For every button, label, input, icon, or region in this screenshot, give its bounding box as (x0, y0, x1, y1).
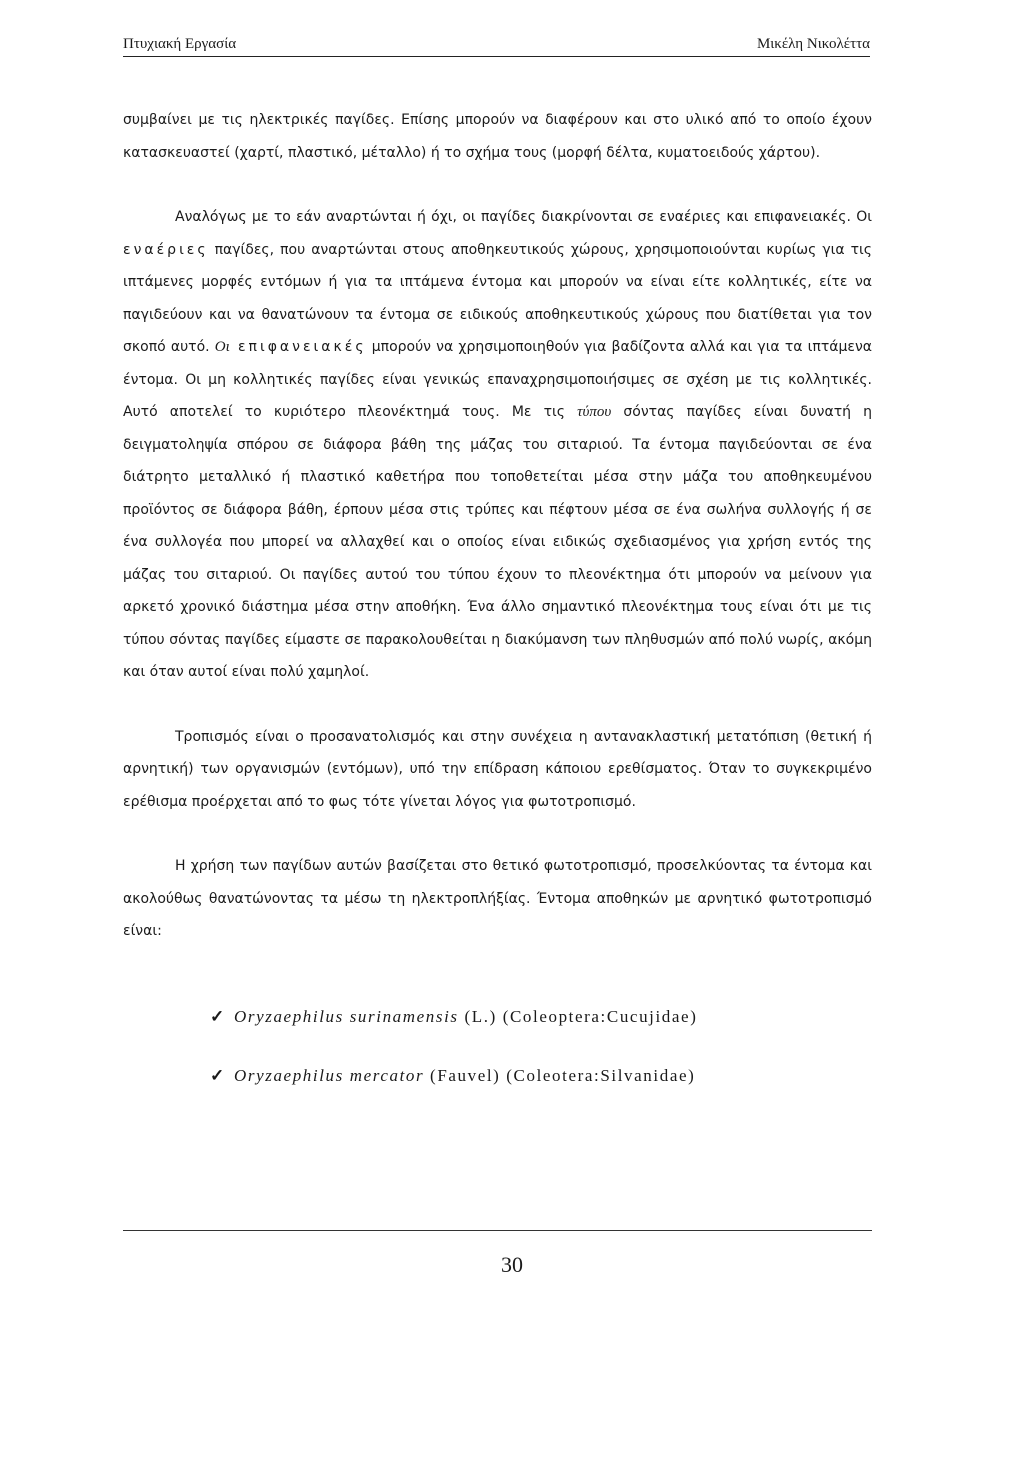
species-name: Oryzaephilus surinamensis (234, 1006, 459, 1026)
italic-typou: τύπου (577, 404, 612, 420)
paragraph-2-text-a: Αναλόγως με το εάν αναρτώνται ή όχι, οι παγίδες διακρίνονται σε εναέριες και επιφανειακές. Οι (175, 209, 872, 225)
page-body (123, 104, 872, 1091)
species-item-1 (210, 1002, 870, 1032)
paragraph-2-text-f: μπορούν να χρησιμοποιηθούν για βαδίζοντα αλλά και για τα ιπτάμενα έντομα. Οι μη κολλητικές παγίδες είναι γενικώς επαναχρησιμοποιήσιμες σε σχέση με τις κολλητικές. Αυτό αποτελεί το κυριότερο πλεονέκτημά τους. Με τις (123, 339, 872, 420)
species-classification: (Fauvel) (Coleotera:Silvanidae) (424, 1065, 696, 1085)
paragraph-4: Η χρήση των παγίδων αυτών βασίζεται στο θετικό φωτοτροπισμό, προσελκύοντας τα έντομα και ακολούθως θανατώνοντας τα μέσω τη ηλεκτροπλήξίας. Έντομα αποθηκών με αρνητικό φωτοτροπισμό είναι: (123, 858, 872, 939)
paragraph-1: συμβαίνει με τις ηλεκτρικές παγίδες. Επίσης μπορούν να διαφέρουν και στο υλικό από το οποίο έχουν κατασκευαστεί (χαρτί, πλαστικό, μέταλλο) ή το σχήμα τους (μορφή δέλτα, κυματοειδούς χάρτου). (123, 112, 872, 161)
check-icon: ✓ (210, 1006, 226, 1026)
paragraph-2-text-h: σόντας παγίδες είναι δυνατή η δειγματοληψία σπόρου σε διάφορα βάθη της μάζας του σιταριού. Τα έντομα παγιδεύονται σε ένα διάτρητο μεταλλικό ή πλαστικό καθετήρα που τοποθετείται μέσα στην μάζα του αποθηκευμένου προϊόντος σε διάφορα βάθη, έρπουν μέσα στις τρύπες και πέφτουν μέσα σε ένα σωλήνα συλλογής ή σε ένα συλλογέα που μπορεί να αλλαχθεί και ο οποίος είναι ειδικώς σχεδιασμένος για χρήση εντός της μάζας του σιταριού. Οι παγίδες αυτού του τύπου έχουν το πλεονέκτημα ότι μπορούν να μείνουν για αρκετό χρονικό διάστημα μέσα στην αποθήκη. Ένα άλλο σημαντικό πλεονέκτημα τους είναι ότι με τις τύπου σόντας παγίδες είμαστε σε παρακολουθείται η διακύμανση των πληθυσμών από πολύ νωρίς, ακόμη και όταν αυτοί είναι πολύ χαμηλοί. (123, 404, 872, 680)
paragraph-2 (123, 201, 872, 689)
paragraph-2-text-c: παγίδες, που αναρτώνται στους αποθηκευτικούς χώρους, χρησιμοποιούνται κυρίως για τις ιπτάμενες μορφές εντόμων ή για τα ιπτάμενα έντομα και μπορούν να είναι είτε κολλητικές, είτε να παγιδεύουν και να θανατώνουν τα έντομα σε ειδικούς αποθηκευτικούς χώρους που διατίθεται για τον σκοπό αυτό. (123, 241, 872, 355)
species-name: Oryzaephilus mercator (234, 1065, 425, 1085)
italic-oi: Οι (214, 339, 230, 355)
species-classification: (L.) (Coleoptera:Cucujidae) (458, 1006, 698, 1026)
page-header (123, 36, 870, 57)
spaced-term-enaeries: εναέριες (123, 241, 209, 258)
spaced-term-epifaneiakes: επιφανειακές (229, 339, 367, 355)
header-title: Πτυχιακή Εργασία (123, 36, 237, 52)
check-icon: ✓ (210, 1065, 226, 1085)
page-number: 30 (501, 1252, 523, 1277)
paragraph-3: Τροπισμός είναι ο προσανατολισμός και στην συνέχεια η αντανακλαστική μετατόπιση (θετική ή αρνητική) των οργανισμών (εντόμων), υπό την επίδραση κάποιου ερεθίσματος. Όταν το συγκεκριμένο ερέθισμα προέρχεται από το φως τότε γίνεται λόγος για φωτοτροπισμό. (123, 728, 872, 810)
species-item-2 (210, 1061, 870, 1091)
footer-rule (123, 1230, 872, 1231)
header-author: Μικέλη Νικολέττα (756, 36, 870, 52)
